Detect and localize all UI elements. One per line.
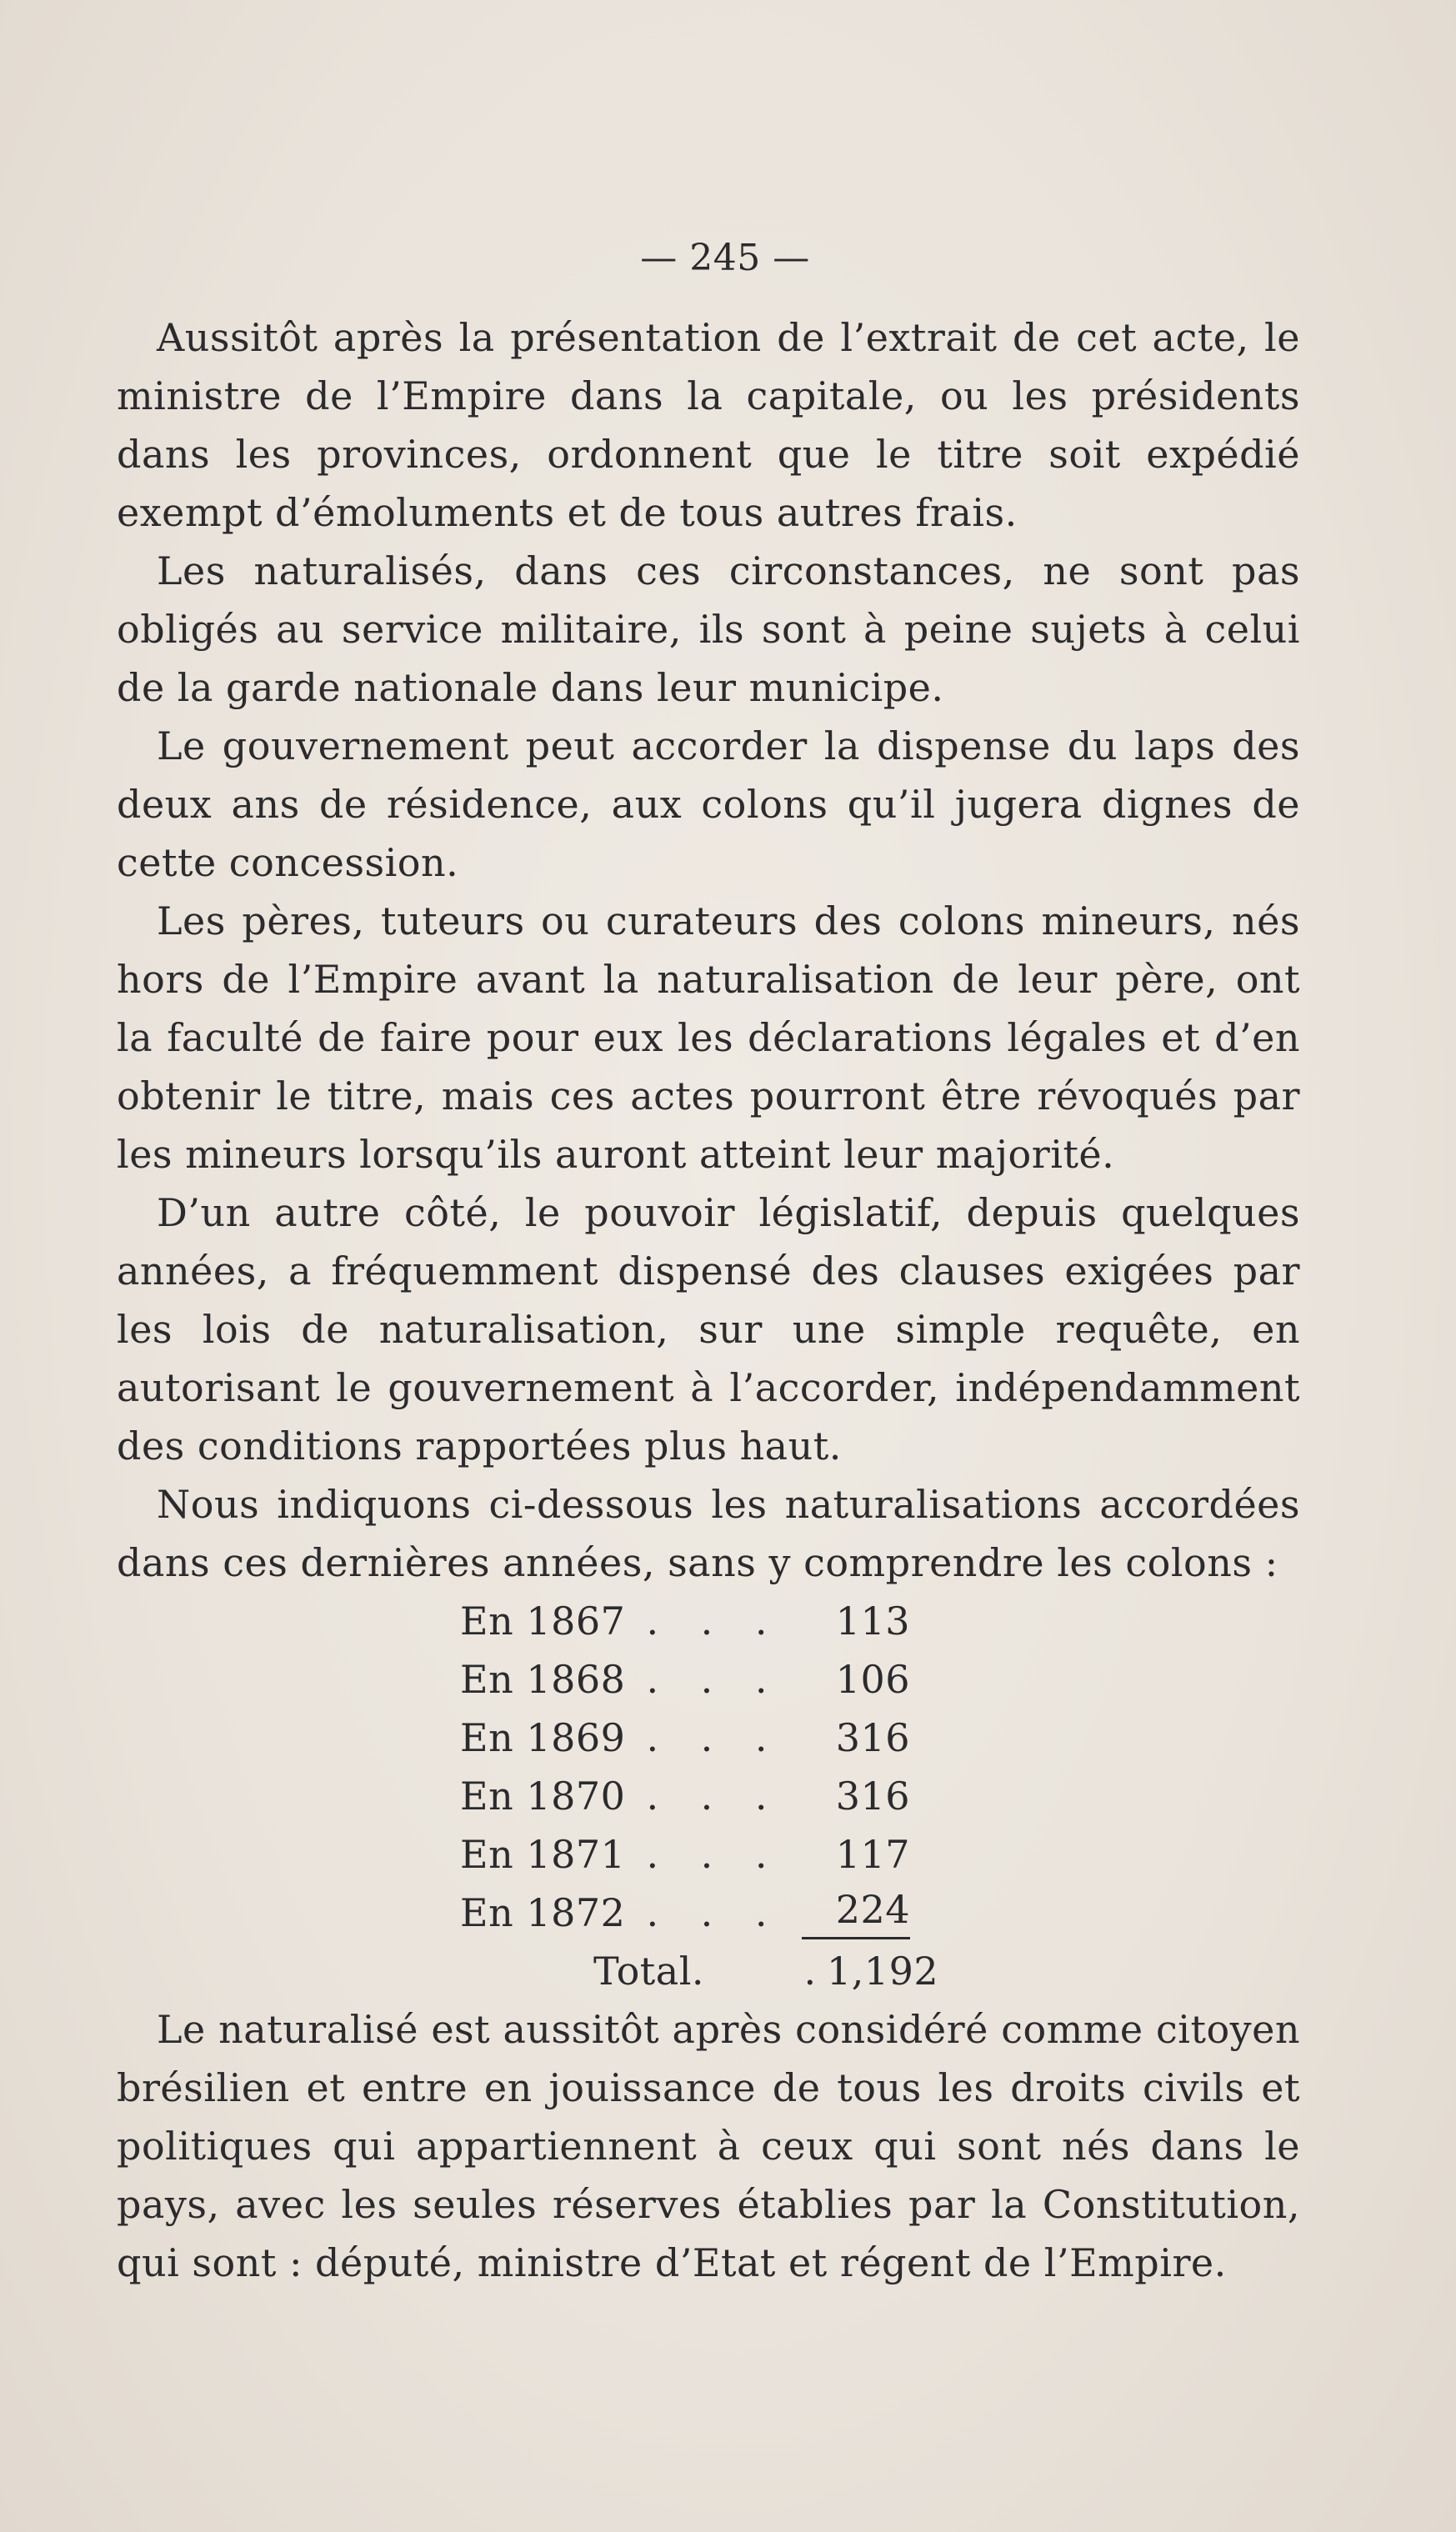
row-year: En 1868 bbox=[460, 1657, 626, 1702]
table-row bbox=[117, 1825, 1300, 1884]
row-leader-dots: . . . bbox=[646, 1599, 783, 1644]
row-count: 316 bbox=[835, 1715, 910, 1760]
paragraph-citizen-rights: Le naturalisé est aussitôt après considéré comme citoyen brésilien et entre en jouissance de tous les droits civils et politiques qui appartiennent à ceux qui sont nés dans le pays, avec les seules réserves établies par la Constitution, qui sont : député, ministre d’Etat et régent de l’Empire. bbox=[117, 2007, 1300, 2285]
row-count: 316 bbox=[835, 1774, 910, 1819]
table-total-row bbox=[117, 1942, 1300, 2000]
row-year: En 1871 bbox=[460, 1832, 626, 1877]
row-leader-dots: . . . bbox=[646, 1715, 783, 1760]
paragraph-military-service: Les naturalisés, dans ces circonstances, ne sont pas obligés au service militaire, ils sont à peine sujets à celui de la garde nationale dans leur municipe. bbox=[117, 548, 1300, 710]
row-leader-dots: . . . bbox=[646, 1832, 783, 1877]
table-row bbox=[117, 1650, 1300, 1709]
paragraph-minor-colonists: Les pères, tuteurs ou curateurs des colons mineurs, nés hors de l’Empire avant la naturalisation de leur père, ont la faculté de faire pour eux les déclarations légales et d’en obtenir le titre, mais ces actes pourront être révoqués par les mineurs lorsqu’ils auront atteint leur majorité. bbox=[117, 898, 1300, 1177]
row-count: 224 bbox=[802, 1884, 910, 1939]
total-value: 1,192 bbox=[827, 1949, 939, 1994]
table-row bbox=[117, 1709, 1300, 1767]
table-row bbox=[117, 1884, 1300, 1942]
table-row bbox=[117, 1767, 1300, 1825]
row-leader-dots: . . . bbox=[646, 1890, 783, 1935]
naturalisation-table bbox=[117, 1592, 1300, 2000]
paragraph-naturalisation-intro: Nous indiquons ci-dessous les naturalisations accordées dans ces dernières années, sans y comprendre les colons : bbox=[117, 1482, 1300, 1585]
page-number: — 245 — bbox=[640, 237, 810, 279]
paragraph-extract-presentation: Aussitôt après la présentation de l’extrait de cet acte, le ministre de l’Empire dans la capitale, ou les présidents dans les provinces, ordonnent que le titre soit expédié exempt d’émoluments et de tous autres frais. bbox=[117, 315, 1300, 535]
row-year: En 1869 bbox=[460, 1715, 626, 1760]
row-count: 113 bbox=[835, 1599, 910, 1644]
table-row bbox=[117, 1592, 1300, 1650]
row-year: En 1872 bbox=[460, 1890, 626, 1935]
row-count: 106 bbox=[835, 1657, 910, 1702]
row-count: 117 bbox=[835, 1832, 910, 1877]
row-year: En 1867 bbox=[460, 1599, 626, 1644]
paragraph-legislative-power: D’un autre côté, le pouvoir législatif, depuis quelques années, a fréquemment dispensé des clauses exigées par les lois de naturalisation, sur une simple requête, en autorisant le gouvernement à l’accorder, indépendamment des conditions rapportées plus haut. bbox=[117, 1190, 1300, 1469]
total-leader-dot: . bbox=[803, 1949, 817, 1994]
page-text bbox=[117, 225, 1300, 2292]
paragraph-residence-dispensation: Le gouvernement peut accorder la dispense du laps des deux ans de résidence, aux colons qu’il jugera dignes de cette concession. bbox=[117, 723, 1300, 885]
row-year: En 1870 bbox=[460, 1774, 626, 1819]
row-leader-dots: . . . bbox=[646, 1657, 783, 1702]
total-label: Total. bbox=[593, 1949, 705, 1994]
row-leader-dots: . . . bbox=[646, 1774, 783, 1819]
